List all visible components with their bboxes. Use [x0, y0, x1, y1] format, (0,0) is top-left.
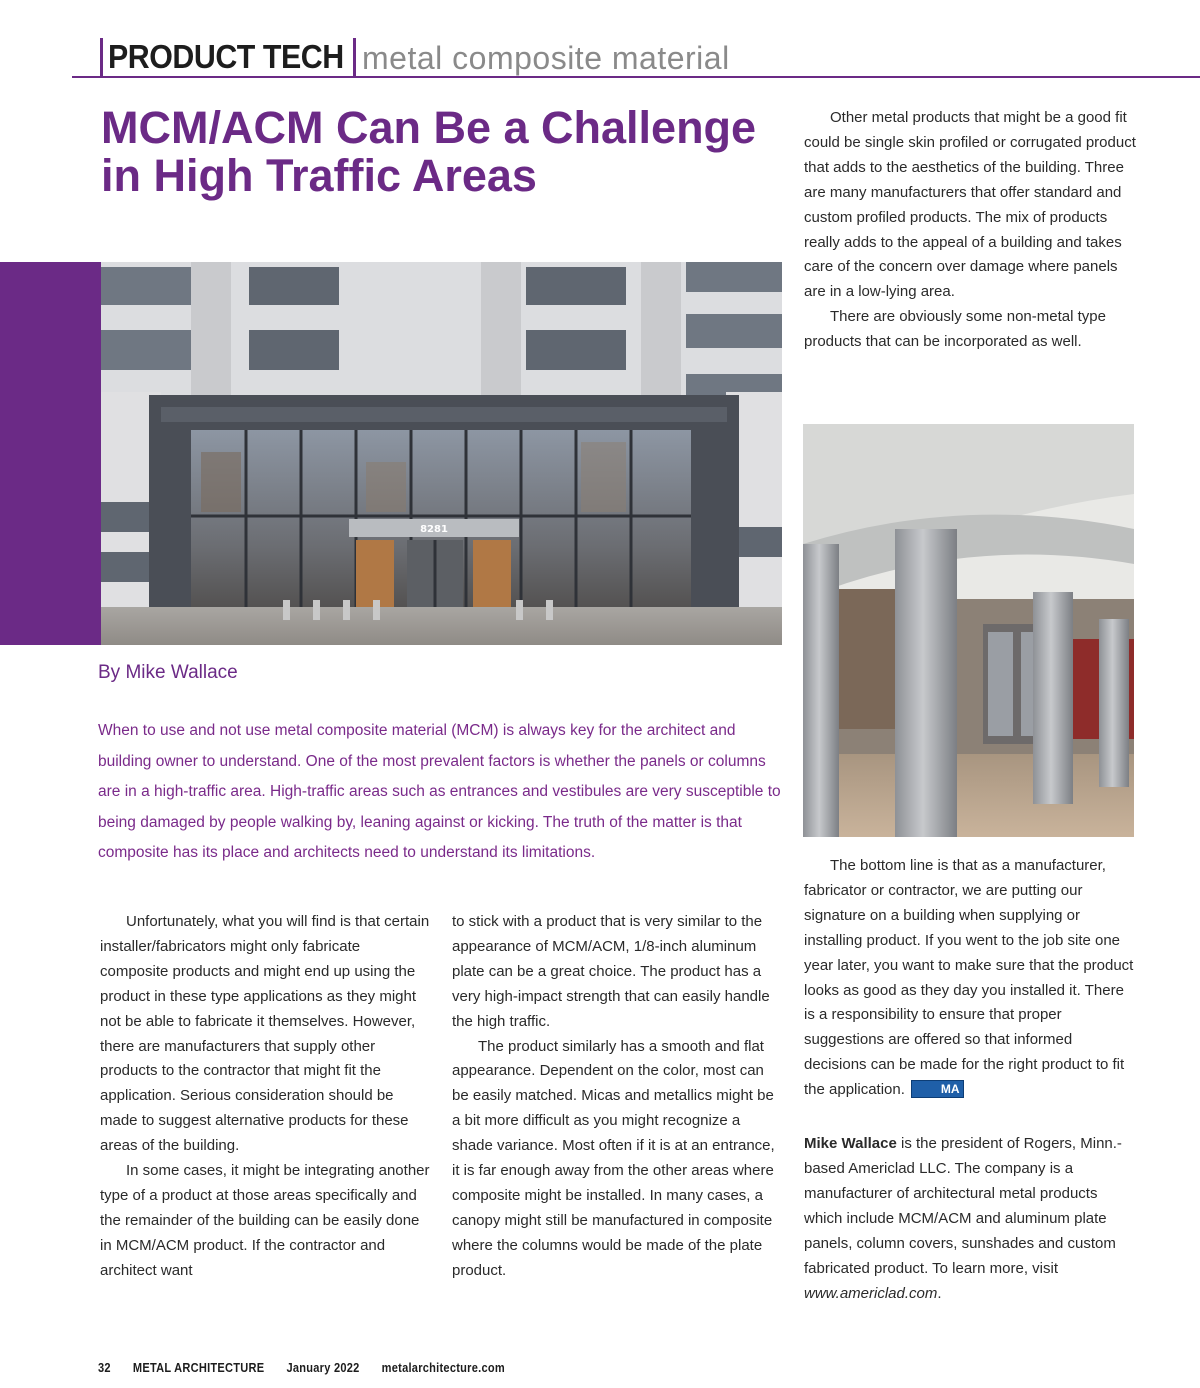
body-paragraph: The product similarly has a smooth and flat appearance. Dependent on the color, most can be easily matched. Micas and metallics might be a bit more difficult as you might recognize a shade variance. Most often if it is at an entrance, it is far enough away from the other areas where composite might be installed. In many cases, a canopy might still be manufactured in composite where the columns would be made of the plate product. — [452, 1037, 775, 1279]
magazine-name: METAL ARCHITECTURE — [132, 1360, 265, 1375]
header-bar-left — [100, 38, 103, 78]
body-paragraph: There are obviously some non-metal type products that can be incorporated as well. — [804, 308, 1106, 351]
body-column-3-bottom — [804, 854, 1136, 1103]
article-title: MCM/ACM Can Be a Challenge in High Traffic Areas — [101, 102, 757, 201]
byline: By Mike Wallace — [98, 662, 238, 683]
author-website-link[interactable]: www.americlad.com — [804, 1285, 938, 1302]
issue-date: January 2022 — [286, 1360, 360, 1375]
body-paragraph: In some cases, it might be integrating another type of a product at those areas specifically and the remainder of the building can be easily done in MCM/ACM product. If the contractor and architect want — [100, 1162, 430, 1279]
building-number: 8281 — [420, 524, 448, 535]
end-mark-logo: MA — [911, 1080, 964, 1098]
bio-text: is the president of Rogers, Minn.-based Americlad LLC. The company is a manufacturer of architectural metal products which include MCM/ACM and aluminum plate panels, column covers, sunshades and custom fabricated product. To learn more, visit — [804, 1135, 1122, 1277]
article-dek: When to use and not use metal composite material (MCM) is always key for the architect and building owner to understand. One of the most prevalent factors is whether the panels or columns are in a high-traffic area. High-traffic areas such as entrances and vestibules are very susceptible to being damaged by people walking by, leaning against or kicking. The truth of the matter is that composite has its place and architects need to understand its limitations. — [98, 722, 781, 861]
body-column-2 — [452, 910, 784, 1284]
body-column-1 — [100, 910, 432, 1284]
entrance-photo — [101, 262, 782, 645]
bio-end: . — [937, 1285, 942, 1302]
body-paragraph: Unfortunately, what you will find is that certain installer/fabricators might only fabricate composite products and might end up using the product in these type applications as they might not be able to fabricate it themselves. However, there are manufacturers that supply other products to the contractor that might fit the application. Serious consideration should be made to suggest alternative products for these areas of the building. — [100, 913, 430, 1155]
accent-band — [0, 262, 102, 645]
body-paragraph — [804, 854, 1136, 1103]
closing-paragraph-text: The bottom line is that as a manufacturer, fabricator or contractor, we are putting our signature on a building when supplying or installing product. If you went to the job site one year later, you want to make sure that the product looks as good as they day you installed it. There is a responsibility to ensure that proper suggestions are offered so that informed decisions can be made for the right product to fit the application. — [804, 857, 1134, 1099]
page-footer — [98, 1360, 527, 1375]
section-topic: metal composite material — [362, 40, 730, 76]
magazine-website: metalarchitecture.com — [381, 1360, 505, 1375]
header-bar-divider — [353, 38, 356, 78]
author-bio — [804, 1131, 1136, 1306]
author-name: Mike Wallace — [804, 1135, 897, 1152]
section-label: PRODUCT TECH — [108, 38, 344, 75]
header-rule — [72, 76, 1200, 78]
page-number: 32 — [98, 1360, 111, 1375]
body-paragraph: to stick with a product that is very similar to the appearance of MCM/ACM, 1/8-inch aluminum plate can be a great choice. The product has a very high-impact strength that can easily handle the high traffic. — [452, 913, 770, 1030]
body-paragraph: Other metal products that might be a good fit could be single skin profiled or corrugated product that adds to the aesthetics of the building. Three are many manufacturers that offer standard and custom profiled products. The mix of products really adds to the appeal of a building and takes care of the concern over damage where panels are in a low-lying area. — [804, 109, 1136, 301]
body-column-3-top — [804, 106, 1136, 355]
column-covers-photo — [803, 424, 1134, 837]
